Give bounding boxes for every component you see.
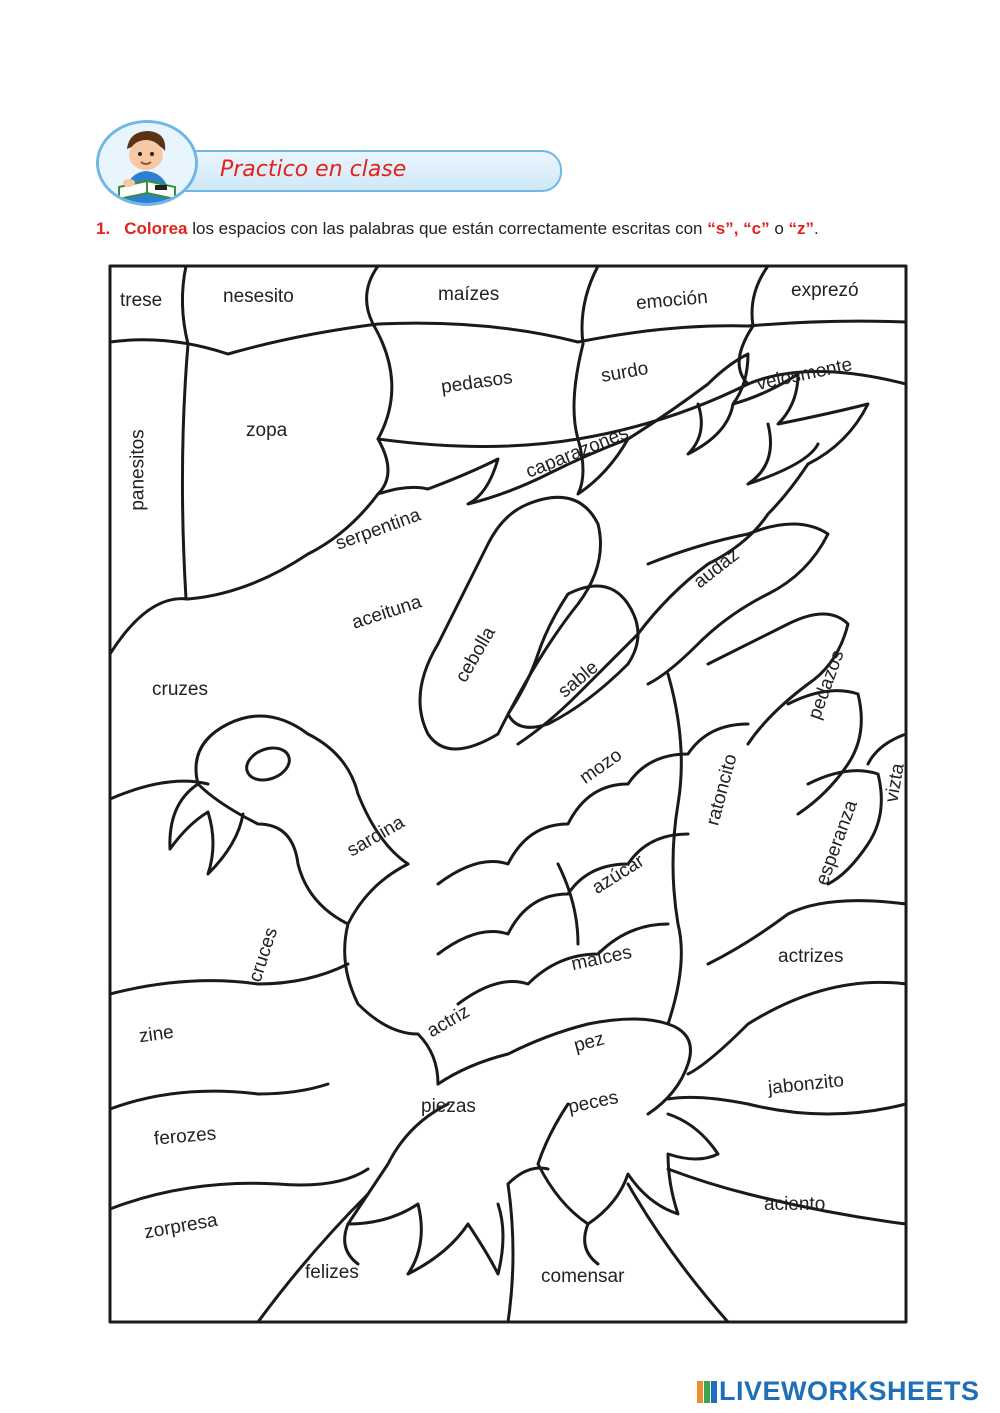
word-azucar[interactable]: azúcar xyxy=(588,850,648,899)
word-trese[interactable]: trese xyxy=(120,290,163,311)
footer-brand xyxy=(697,1376,997,1406)
word-maices[interactable]: maíces xyxy=(569,941,634,976)
word-felizes[interactable]: felizes xyxy=(305,1262,359,1283)
word-peces[interactable]: peces xyxy=(566,1086,621,1119)
instruction-verb: Colorea xyxy=(124,219,188,238)
separator-2: o xyxy=(769,219,789,238)
word-sardina[interactable]: sardina xyxy=(343,811,409,862)
letter-c: “c” xyxy=(743,219,770,238)
word-vizta[interactable]: vizta xyxy=(881,761,909,804)
instruction-number: 1. xyxy=(96,219,111,238)
word-piezas[interactable]: piezas xyxy=(421,1096,476,1117)
letter-s: “s” xyxy=(707,219,734,238)
word-serpentina[interactable]: serpentina xyxy=(332,504,424,555)
word-panesitos[interactable]: panesitos xyxy=(127,429,149,511)
section-banner xyxy=(96,120,566,200)
instruction xyxy=(96,219,976,239)
section-title: Practico en clase xyxy=(220,157,407,182)
separator-1: , xyxy=(733,219,744,238)
word-actriz[interactable]: actriz xyxy=(423,1001,474,1043)
instruction-text: los espacios con las palabras que están correctamente escritas con xyxy=(187,219,708,238)
word-surdo[interactable]: surdo xyxy=(599,358,650,387)
coloring-sheet xyxy=(108,264,908,1324)
word-maizes[interactable]: maízes xyxy=(438,284,500,305)
word-cebolla[interactable]: cebolla xyxy=(451,623,500,687)
coloring-outline-drawing xyxy=(108,264,908,1324)
word-exprezo[interactable]: exprezó xyxy=(791,280,859,301)
word-cruces[interactable]: cruces xyxy=(244,924,283,985)
word-caparazones[interactable]: caparazones xyxy=(522,422,632,483)
word-comensar[interactable]: comensar xyxy=(541,1266,625,1287)
word-nesesito[interactable]: nesesito xyxy=(223,286,294,307)
word-sable[interactable]: sable xyxy=(554,656,603,703)
word-cruzes[interactable]: cruzes xyxy=(152,679,208,700)
word-pedazos[interactable]: pedazos xyxy=(804,647,849,723)
liveworksheets-logo-icon xyxy=(697,1381,717,1403)
word-actrizes[interactable]: actrizes xyxy=(778,946,844,967)
word-zorpresa[interactable]: zorpresa xyxy=(142,1209,220,1244)
word-audaz[interactable]: audaz xyxy=(689,544,744,593)
word-pez[interactable]: pez xyxy=(571,1028,607,1057)
word-jabonzito[interactable]: jabonzito xyxy=(767,1070,845,1099)
word-esperanza[interactable]: esperanza xyxy=(811,797,862,889)
word-pedasos[interactable]: pedasos xyxy=(439,367,514,398)
boy-reading-icon xyxy=(96,120,198,206)
word-zine[interactable]: zine xyxy=(137,1021,176,1048)
word-emocion[interactable]: emoción xyxy=(635,286,709,315)
word-aciento[interactable]: aciento xyxy=(764,1194,826,1215)
word-zopa[interactable]: zopa xyxy=(246,420,288,441)
word-velosmente[interactable]: velosmente xyxy=(754,354,855,395)
instruction-end: . xyxy=(814,219,819,238)
letter-z: “z” xyxy=(788,219,815,238)
brand-name: LIVEWORKSHEETS xyxy=(719,1376,980,1406)
word-mozo[interactable]: mozo xyxy=(575,744,627,789)
word-ratoncito[interactable]: ratoncito xyxy=(702,751,742,828)
word-ferozes[interactable]: ferozes xyxy=(153,1123,218,1150)
word-aceituna[interactable]: aceituna xyxy=(349,591,425,634)
